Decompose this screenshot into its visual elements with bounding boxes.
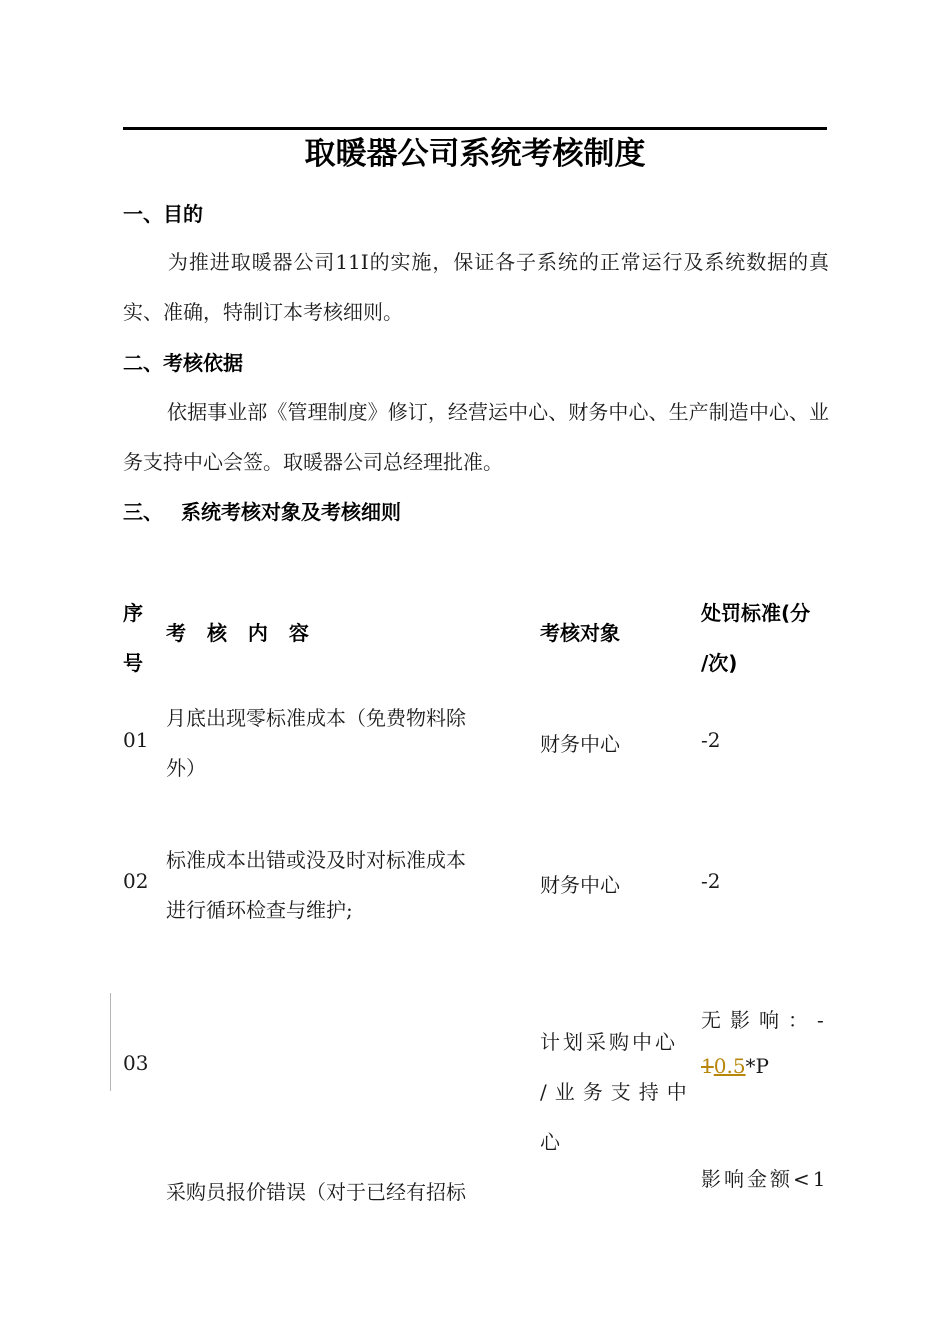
inserted-text: 0.5 — [713, 1054, 746, 1078]
row-02-target: 财务中心 — [540, 873, 620, 897]
title-rule — [123, 127, 827, 130]
header-seq-2: 号 — [123, 651, 143, 675]
row-03-penalty-3: 影响金额<1 — [701, 1167, 829, 1191]
row-02-seq: 02 — [123, 869, 149, 893]
row-01-seq: 01 — [123, 728, 149, 752]
page-title: 取暖器公司系统考核制度 — [304, 136, 646, 172]
deleted-text: 1 — [701, 1054, 714, 1078]
row-03-target-3: 心 — [540, 1130, 560, 1154]
row-01-penalty: -2 — [701, 728, 721, 752]
row-02-content-1: 标准成本出错或没及时对标准成本 — [166, 848, 466, 872]
row-03-target-1: 计划采购中心 — [540, 1030, 678, 1054]
row-03-content-1: 采购员报价错误（对于已经有招标 — [166, 1180, 466, 1204]
header-seq-1: 序 — [123, 601, 143, 625]
row-03-target-2: /业务支持中 — [540, 1080, 695, 1104]
header-penalty-2: /次) — [701, 651, 738, 675]
row-03-penalty-1: 无影响：- — [701, 1008, 833, 1032]
section-1-heading: 一、目的 — [123, 202, 203, 226]
row-01-target: 财务中心 — [540, 732, 620, 756]
section-1-body — [123, 237, 829, 337]
section-2-text: 依据事业部《管理制度》修订，经营运中心、财务中心、生产制造中心、业务支持中心会签。取暖器公司总经理批准。 — [123, 400, 829, 474]
header-content: 考 核 内 容 — [166, 621, 309, 645]
section-2-heading: 二、考核依据 — [123, 351, 243, 375]
section-2-body — [123, 387, 829, 487]
revision-margin-bar — [110, 993, 111, 1091]
penalty-suffix: *P — [745, 1054, 770, 1078]
section-3-title: 系统考核对象及考核细则 — [181, 500, 401, 524]
row-01-content-2: 外） — [166, 756, 206, 780]
row-03-seq: 03 — [123, 1051, 149, 1075]
section-3-heading — [123, 498, 401, 526]
row-01-content-1: 月底出现零标准成本（免费物料除 — [166, 706, 466, 730]
row-02-content-2: 进行循环检查与维护; — [166, 898, 353, 922]
section-1-text: 为推进取暖器公司11I的实施，保证各子系统的正常运行及系统数据的真实、准确，特制订本考核细则。 — [123, 250, 829, 324]
row-02-penalty: -2 — [701, 869, 721, 893]
header-target: 考核对象 — [540, 621, 620, 645]
row-03-penalty-2 — [701, 1054, 769, 1078]
section-3-number: 三、 — [123, 500, 163, 524]
header-penalty-1: 处罚标准(分 — [701, 601, 811, 625]
